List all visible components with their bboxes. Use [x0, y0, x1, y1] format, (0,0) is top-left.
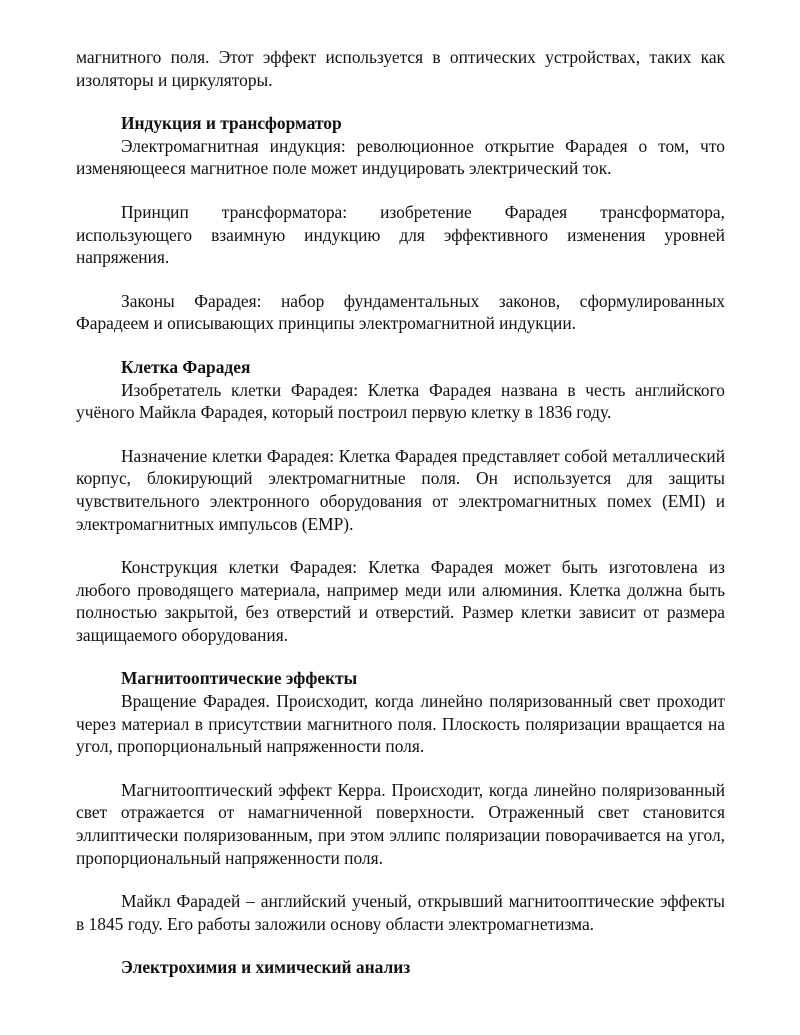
paragraph: магнитного поля. Этот эффект используется в оптических устройствах, таких как изоляторы и циркуляторы. [76, 47, 725, 90]
document-page [76, 46, 725, 979]
paragraph: Магнитооптический эффект Керра. Происходит, когда линейно поляризованный свет отражается от намагниченной поверхности. Отраженный свет становится эллиптически поляризованным, при этом эллипс поляризации поворачивается на угол, пропорциональный напряженности поля. [76, 779, 725, 868]
paragraph: Конструкция клетки Фарадея: Клетка Фарадея может быть изготовлена из любого проводящего материала, например меди или алюминия. Клетка должна быть полностью закрытой, без отверстий и отверстий. Размер клетки зависит от размера защищаемого оборудования. [76, 557, 725, 645]
paragraph: Назначение клетки Фарадея: Клетка Фарадея представляет собой металлический корпус, блокирующий электромагнитные поля. Он используется для защиты чувствительного электронного оборудования от электромагнитных помех (EMI) и электромагнитных импульсов (EMP). [76, 445, 725, 534]
paragraph: Принцип трансформатора: изобретение Фарадея трансформатора, использующего взаимную индукцию для эффективного изменения уровней напряжения. [76, 201, 725, 268]
paragraph: Вращение Фарадея. Происходит, когда линейно поляризованный свет проходит через материал в присутствии магнитного поля. Плоскость поляризации вращается на угол, пропорциональный напряженности поля. [76, 691, 725, 757]
section-heading: Индукция и трансформатор [121, 113, 342, 134]
paragraph: Майкл Фарадей – английский ученый, открывший магнитооптические эффекты в 1845 году. Его работы заложили основу области электромагнетизма. [76, 891, 725, 934]
paragraph: Изобретатель клетки Фарадея: Клетка Фарадея названа в честь английского учёного Майкла Фарадея, который построил первую клетку в 1836 году. [76, 379, 725, 423]
paragraph: Электромагнитная индукция: революционное открытие Фарадея о том, что изменяющееся магнитное поле может индуцировать электрический ток. [76, 135, 725, 179]
paragraph: Законы Фарадея: набор фундаментальных законов, сформулированных Фарадеем и описывающих принципы электромагнитной индукции. [76, 290, 725, 334]
section-heading: Магнитооптические эффекты [121, 668, 358, 689]
section-heading: Клетка Фарадея [121, 356, 251, 377]
section-heading: Электрохимия и химический анализ [121, 957, 411, 978]
